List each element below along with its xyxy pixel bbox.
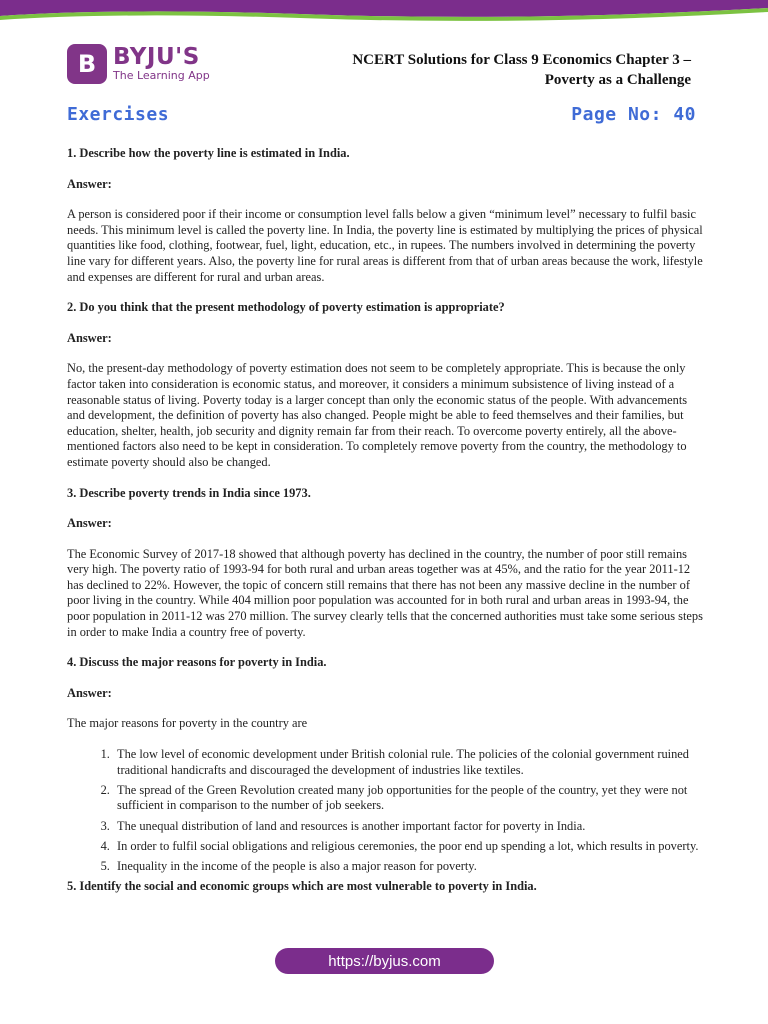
answer-3: The Economic Survey of 2017-18 showed that although poverty has declined in the country, the number of poor still remains very high. The poverty ratio of 1993-94 for both rural and urban areas together was at 45%, and the ratio for the year 2011-12 has declined to 22%. However, the topic of concern still remains that there has not been any massive decline in the number of poor living in the country. While 404 million poor population was accounted for in both rural and urban areas in 1993-94, the poor population in 2011-12 was 270 million. The survey clearly tells that the concerned authorities must take some serious steps in order to make India a country free of poverty. — [67, 546, 703, 639]
answer-label-2: Answer: — [67, 330, 112, 345]
footer-url-button[interactable]: https://byjus.com — [275, 948, 494, 974]
question-4: 4. Discuss the major reasons for poverty in India. — [67, 655, 327, 670]
brand-name: BYJU'S — [113, 43, 200, 70]
top-decorative-band — [0, 0, 768, 24]
title-line-2: Poverty as a Challenge — [544, 72, 691, 88]
logo-wordmark — [113, 43, 210, 83]
answer-2: No, the present-day methodology of poverty estimation does not seem to be completely appropriate. This is because the only factor taken into consideration is economic status, and moreover, it considers a minimum subsistence of living instead of a reasonable status of living. Poverty today is a larger concept than only the economic status of the people. With advancements and development, the definition of poverty has also changed. People might be able to feed themselves and their families, but education, shelter, health, job security and dignity remain far from their reach. To overcome poverty entirely, all the above-mentioned factors also need to be kept in consideration. To completely remove poverty from the country, the methodology to estimate poverty should also be changed. — [67, 361, 688, 469]
question-5: 5. Identify the social and economic groups which are most vulnerable to poverty in India. — [67, 879, 537, 894]
byjus-logo — [67, 44, 210, 84]
brand-tagline: The Learning App — [113, 68, 210, 82]
answer-1: A person is considered poor if their income or consumption level falls below a given “minimum level” necessary to fulfil basic needs. This minimum level is called the poverty line. In India, the poverty line is estimated by multiplying the prices of physical quantities like food, clothing, footwear, fuel, light, education, etc., in rupees. The numbers involved in determining the poverty line vary for different years. Also, the poverty line for rural areas is different from that of urban areas because the work, lifestyle and expenses are different for rural and urban areas. — [67, 207, 703, 284]
question-2: 2. Do you think that the present methodology of poverty estimation is appropriate? — [67, 300, 505, 315]
list-item: 2. The spread of the Green Revolution created many job opportunities for the people of the country, yet they were not sufficient in comparison to the number of job seekers. — [113, 783, 703, 814]
answer-label-4: Answer: — [67, 685, 112, 700]
answer-4-intro: The major reasons for poverty in the country are — [67, 716, 308, 731]
reasons-list — [67, 747, 703, 875]
list-item: 4. In order to fulfil social obligations and religious ceremonies, the poor end up spending a lot, which results in poverty. — [113, 839, 703, 855]
question-3: 3. Describe poverty trends in India since 1973. — [67, 485, 311, 500]
logo-mark-icon — [67, 44, 107, 84]
section-title: Exercises — [67, 104, 170, 125]
answer-label-3: Answer: — [67, 516, 112, 531]
question-1: 1. Describe how the poverty line is estimated in India. — [67, 146, 350, 160]
document-body — [67, 146, 703, 895]
answer-label-1: Answer: — [67, 176, 112, 191]
list-item: 3. The unequal distribution of land and resources is another important factor for poverty in India. — [113, 819, 703, 835]
list-item: 1. The low level of economic development under British colonial rule. The policies of the colonial government ruined traditional handicrafts and discouraged the development of industries like textiles. — [113, 747, 703, 778]
document-title — [352, 50, 691, 90]
title-line-1: NCERT Solutions for Class 9 Economics Chapter 3 – — [352, 52, 691, 68]
logo-mark-letter: B — [77, 50, 97, 78]
page-number: Page No: 40 — [571, 104, 696, 125]
list-item: 5. Inequality in the income of the people is also a major reason for poverty. — [113, 859, 703, 875]
